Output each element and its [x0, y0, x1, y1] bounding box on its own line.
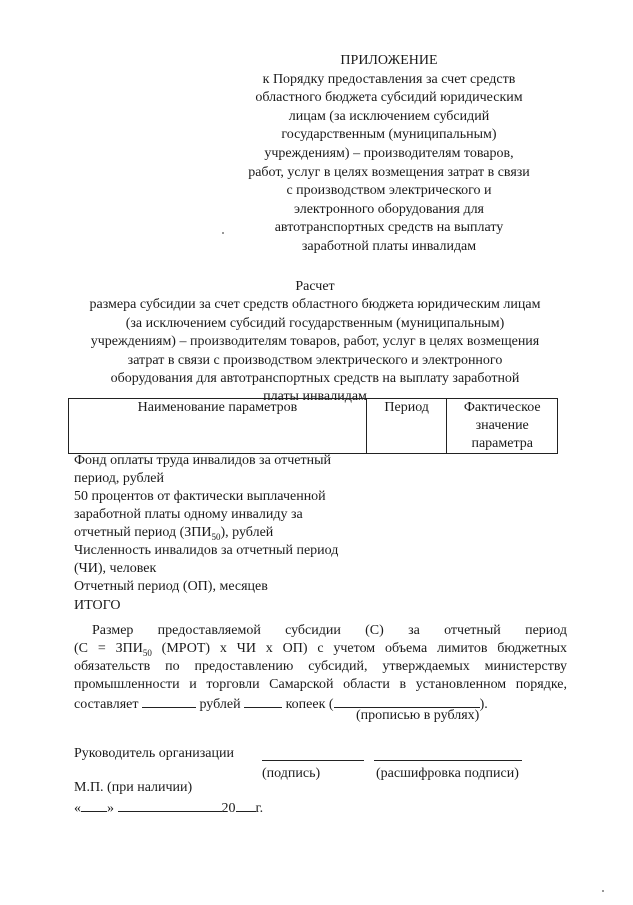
calculation-title [60, 278, 570, 407]
calculation-line: затрат в связи с производством электрического и электронного [127, 352, 503, 368]
parameter-row-salary: 50 процентов от фактически выплаченной заработной платы одному инвалиду за отчетный период $(ЗПИ_{50})$, рублей [74, 489, 326, 542]
appendix-line: с производством электрического и [286, 183, 492, 199]
table-header-row [69, 399, 558, 454]
column-header-value: Фактическое значение параметра [447, 399, 558, 454]
appendix-line: государственным (муниципальным) [281, 127, 497, 143]
calculation-heading: Расчет [295, 279, 335, 294]
appendix-line: лицам (за исключением субсидий [288, 108, 490, 124]
date-month-blank[interactable] [118, 798, 222, 812]
parameter-row-fund: Фонд оплаты труда инвалидов за отчетный период, рублей [74, 453, 331, 486]
appendix-line: работ, услуг в целях возмещения затрат в связи [248, 164, 530, 180]
signature-line[interactable] [262, 760, 364, 761]
date-day-blank[interactable] [81, 798, 107, 812]
appendix-line: областного бюджета субсидий юридическим [255, 90, 523, 106]
calculation-line: платы инвалидам [263, 389, 367, 405]
kopecks-blank[interactable] [244, 694, 282, 708]
date-line: « » 20 г. [74, 798, 263, 817]
amount-in-words-blank[interactable] [334, 694, 480, 708]
column-header-period: Период [366, 399, 447, 454]
appendix-line: заработной платы инвалидам [301, 238, 477, 254]
subsidy-paragraph: Размер предоставляемой субсидии (С) за отчетный период ($С = ЗПИ_{50}$ (МРОТ) х ЧИ х ОП) с учетом объема лимитов бюджетных обязательств по предоставлению субсидий, утверждаемых министерству промышленности и торговли Самарской области в установленном порядке, составляет рублей копеек ( ). [74, 623, 567, 712]
appendix-line: электронного оборудования для [293, 201, 485, 217]
date-year-blank[interactable] [236, 798, 256, 812]
total-label: ИТОГО [74, 598, 121, 613]
parameter-row-period: Отчетный период (ОП), месяцев [74, 579, 268, 594]
signature-caption: (подпись) [262, 766, 321, 781]
scan-speck [602, 890, 604, 892]
appendix-line: к Порядку предоставления за счет средств [262, 71, 516, 87]
parameters-table [68, 398, 558, 454]
parameter-row-count: Численность инвалидов за отчетный период (ЧИ), человек [74, 543, 339, 576]
appendix-title: ПРИЛОЖЕНИЕ [340, 53, 438, 68]
calculation-line: (за исключением субсидий государственным (муниципальным) [125, 315, 505, 331]
signature-decoding-line[interactable] [374, 760, 522, 761]
rubles-blank[interactable] [142, 694, 196, 708]
scan-speck [222, 232, 224, 234]
appendix-line: автотранспортных средств на выплату [274, 220, 504, 236]
calculation-line: учреждениям) – производителям товаров, работ, услуг в целях возмещения [90, 334, 540, 350]
signature-decoding-caption: (расшифровка подписи) [376, 766, 519, 781]
appendix-header [220, 52, 558, 257]
calculation-line: размера субсидии за счет средств областного бюджета юридическим лицам [89, 297, 541, 313]
column-header-name: Наименование параметров [69, 399, 367, 454]
head-of-organization-label: Руководитель организации [74, 746, 234, 761]
calculation-line: оборудования для автотранспортных средств на выплату заработной [110, 371, 520, 387]
amount-in-words-caption: (прописью в рублях) [356, 708, 480, 723]
appendix-line: учреждениям) – производителям товаров, [264, 145, 514, 161]
parameter-rows [74, 452, 374, 596]
seal-label: М.П. (при наличии) [74, 780, 193, 795]
